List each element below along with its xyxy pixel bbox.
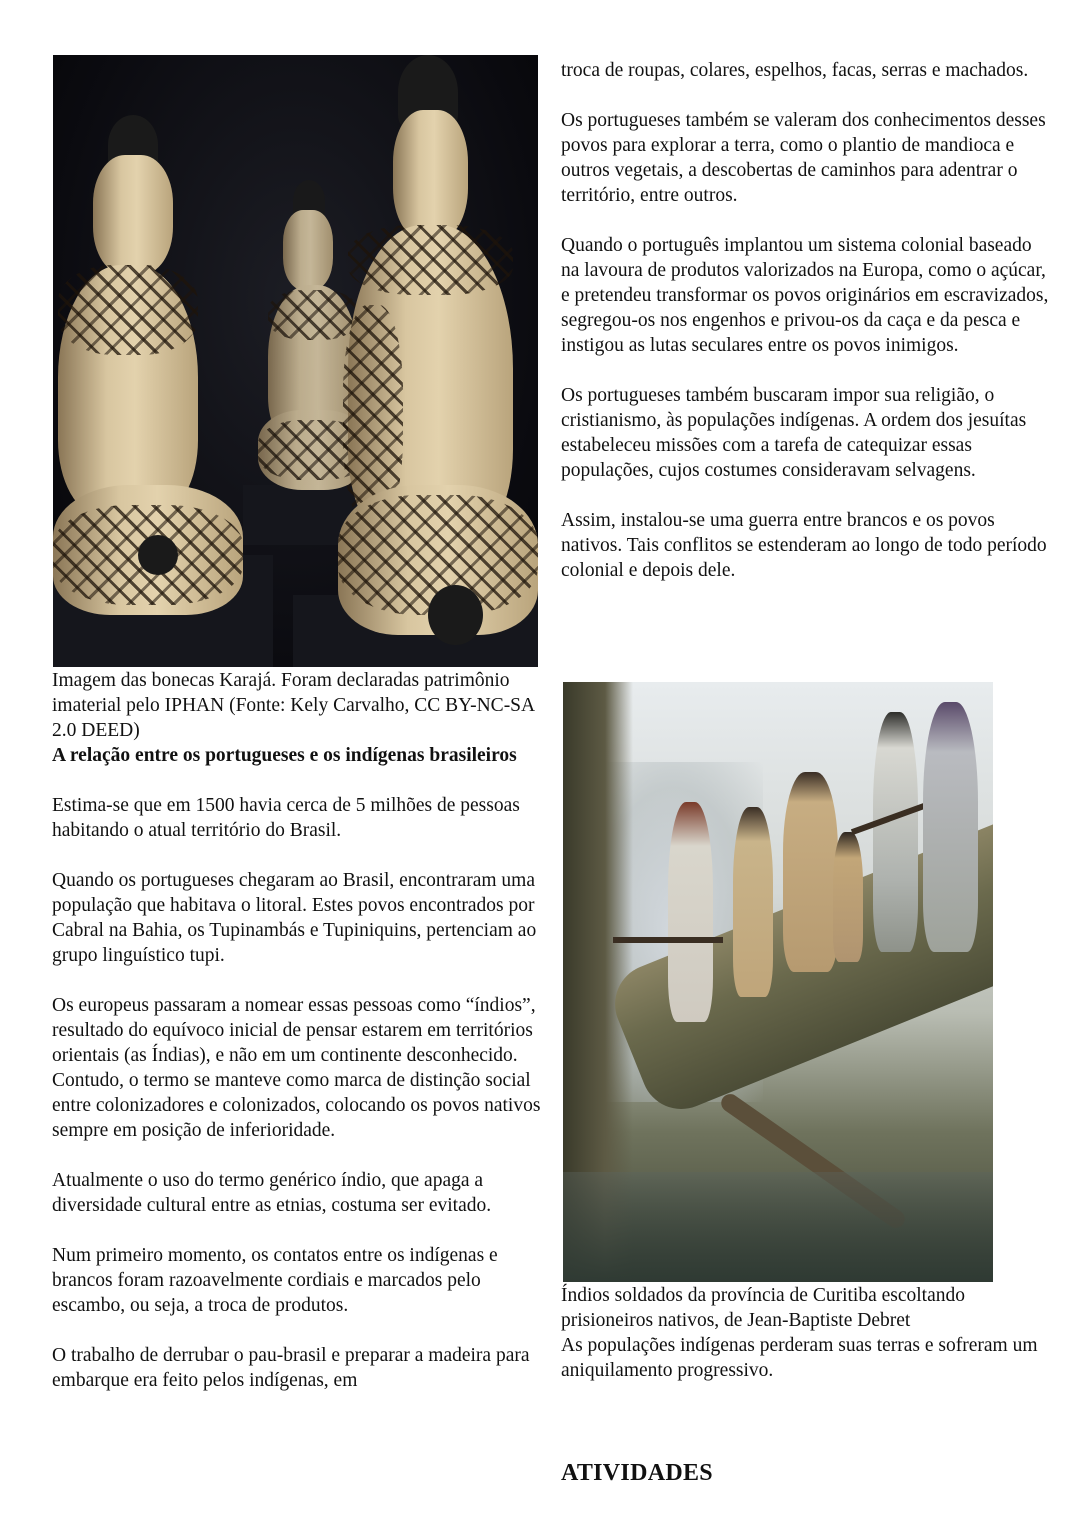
section-heading: A relação entre os portugueses e os indígenas brasileiros: [52, 745, 517, 766]
paragraph-knowledge: Os portugueses também se valeram dos conhecimentos desses povos para explorar a terra, como o plantio de mandioca e outros vegetais, a descobertas de caminhos para adentrar o território, entre outros.: [561, 110, 1046, 206]
paragraph-indios-term: Os europeus passaram a nomear essas pessoas como “índios”, resultado do equívoco inicial de pensar estarem em territórios orientais (as Índias), e não em um continente desconhecido. Contudo, o termo se manteve como marca de distinção social entre colonizadores e colonizados, colocando os povos nativos sempre em posição de inferioridade.: [52, 995, 541, 1141]
soldier-front: [668, 802, 713, 1022]
paragraph-pau-brasil: O trabalho de derrubar o pau-brasil e preparar a madeira para embarque era feito pelos indígenas, em: [52, 1345, 530, 1391]
river: [563, 1172, 993, 1282]
karaja-dolls-caption: Imagem das bonecas Karajá. Foram declaradas patrimônio imaterial pelo IPHAN (Fonte: Kely Carvalho, CC BY-NC-SA 2.0 DEED): [52, 670, 535, 741]
paragraph-annihilation: As populações indígenas perderam suas terras e sofreram um aniquilamento progressivo.: [561, 1335, 1038, 1381]
doll-head: [93, 155, 173, 275]
paragraph-first-contact: Num primeiro momento, os contatos entre os indígenas e brancos foram razoavelmente cordiais e marcados pelo escambo, ou seja, a troca de produtos.: [52, 1245, 498, 1316]
doll-ball: [138, 535, 178, 575]
paragraph-colonial-system: Quando o português implantou um sistema colonial baseado na lavoura de produtos valorizados na Europa, como o açúcar, e pretendeu transformar os povos originários em escravizados, segregou-os nos engenhos e privou-os da caça e da pesca e instigou as lutas seculares entre os povos inimigos.: [561, 235, 1049, 356]
paragraph-population: Estima-se que em 1500 havia cerca de 5 milhões de pessoas habitando o atual território do Brasil.: [52, 795, 520, 841]
activities-heading: ATIVIDADES: [561, 1460, 713, 1486]
karaja-dolls-image: [53, 55, 538, 667]
debret-engraving-image: [563, 682, 993, 1282]
paragraph-religion: Os portugueses também buscaram impor sua religião, o cristianismo, às populações indígenas. A ordem dos jesuítas estabeleceu missões com a tarefa de catequizar essas populações, cujos costumes consideravam selvagens.: [561, 385, 1027, 481]
prisoner-child: [833, 832, 863, 962]
paragraph-trade-items: troca de roupas, colares, espelhos, facas, serras e machados.: [561, 60, 1029, 81]
left-column: [52, 668, 542, 1393]
doll-left: [53, 115, 253, 635]
soldier-rear: [873, 712, 918, 952]
soldier-last: [923, 702, 978, 952]
doll-right: [323, 55, 538, 655]
doll-chest-pattern: [58, 265, 198, 355]
prisoner-carrying-child: [783, 772, 838, 972]
doll-foot: [428, 585, 483, 645]
right-column-bottom: [561, 1283, 1051, 1383]
paragraph-term-avoided: Atualmente o uso do termo genérico índio, que apaga a diversidade cultural entre as etnias, costuma ser evitado.: [52, 1170, 492, 1216]
prisoner-woman: [733, 807, 773, 997]
paragraph-arrival: Quando os portugueses chegaram ao Brasil, encontraram uma população que habitava o litoral. Estes povos encontrados por Cabral na Bahia, os Tupinambás e Tupiniquins, pertenciam ao grupo linguístico tupi.: [52, 870, 537, 966]
musket: [613, 937, 723, 943]
debret-caption: Índios soldados da província de Curitiba escoltando prisioneiros nativos, de Jean-Baptiste Debret: [561, 1285, 965, 1331]
paragraph-war: Assim, instalou-se uma guerra entre brancos e os povos nativos. Tais conflitos se estenderam ao longo de todo período colonial e depois dele.: [561, 510, 1047, 581]
doll-chest-pattern: [348, 225, 513, 295]
doll-head: [393, 110, 468, 240]
right-column-top: [561, 58, 1051, 583]
